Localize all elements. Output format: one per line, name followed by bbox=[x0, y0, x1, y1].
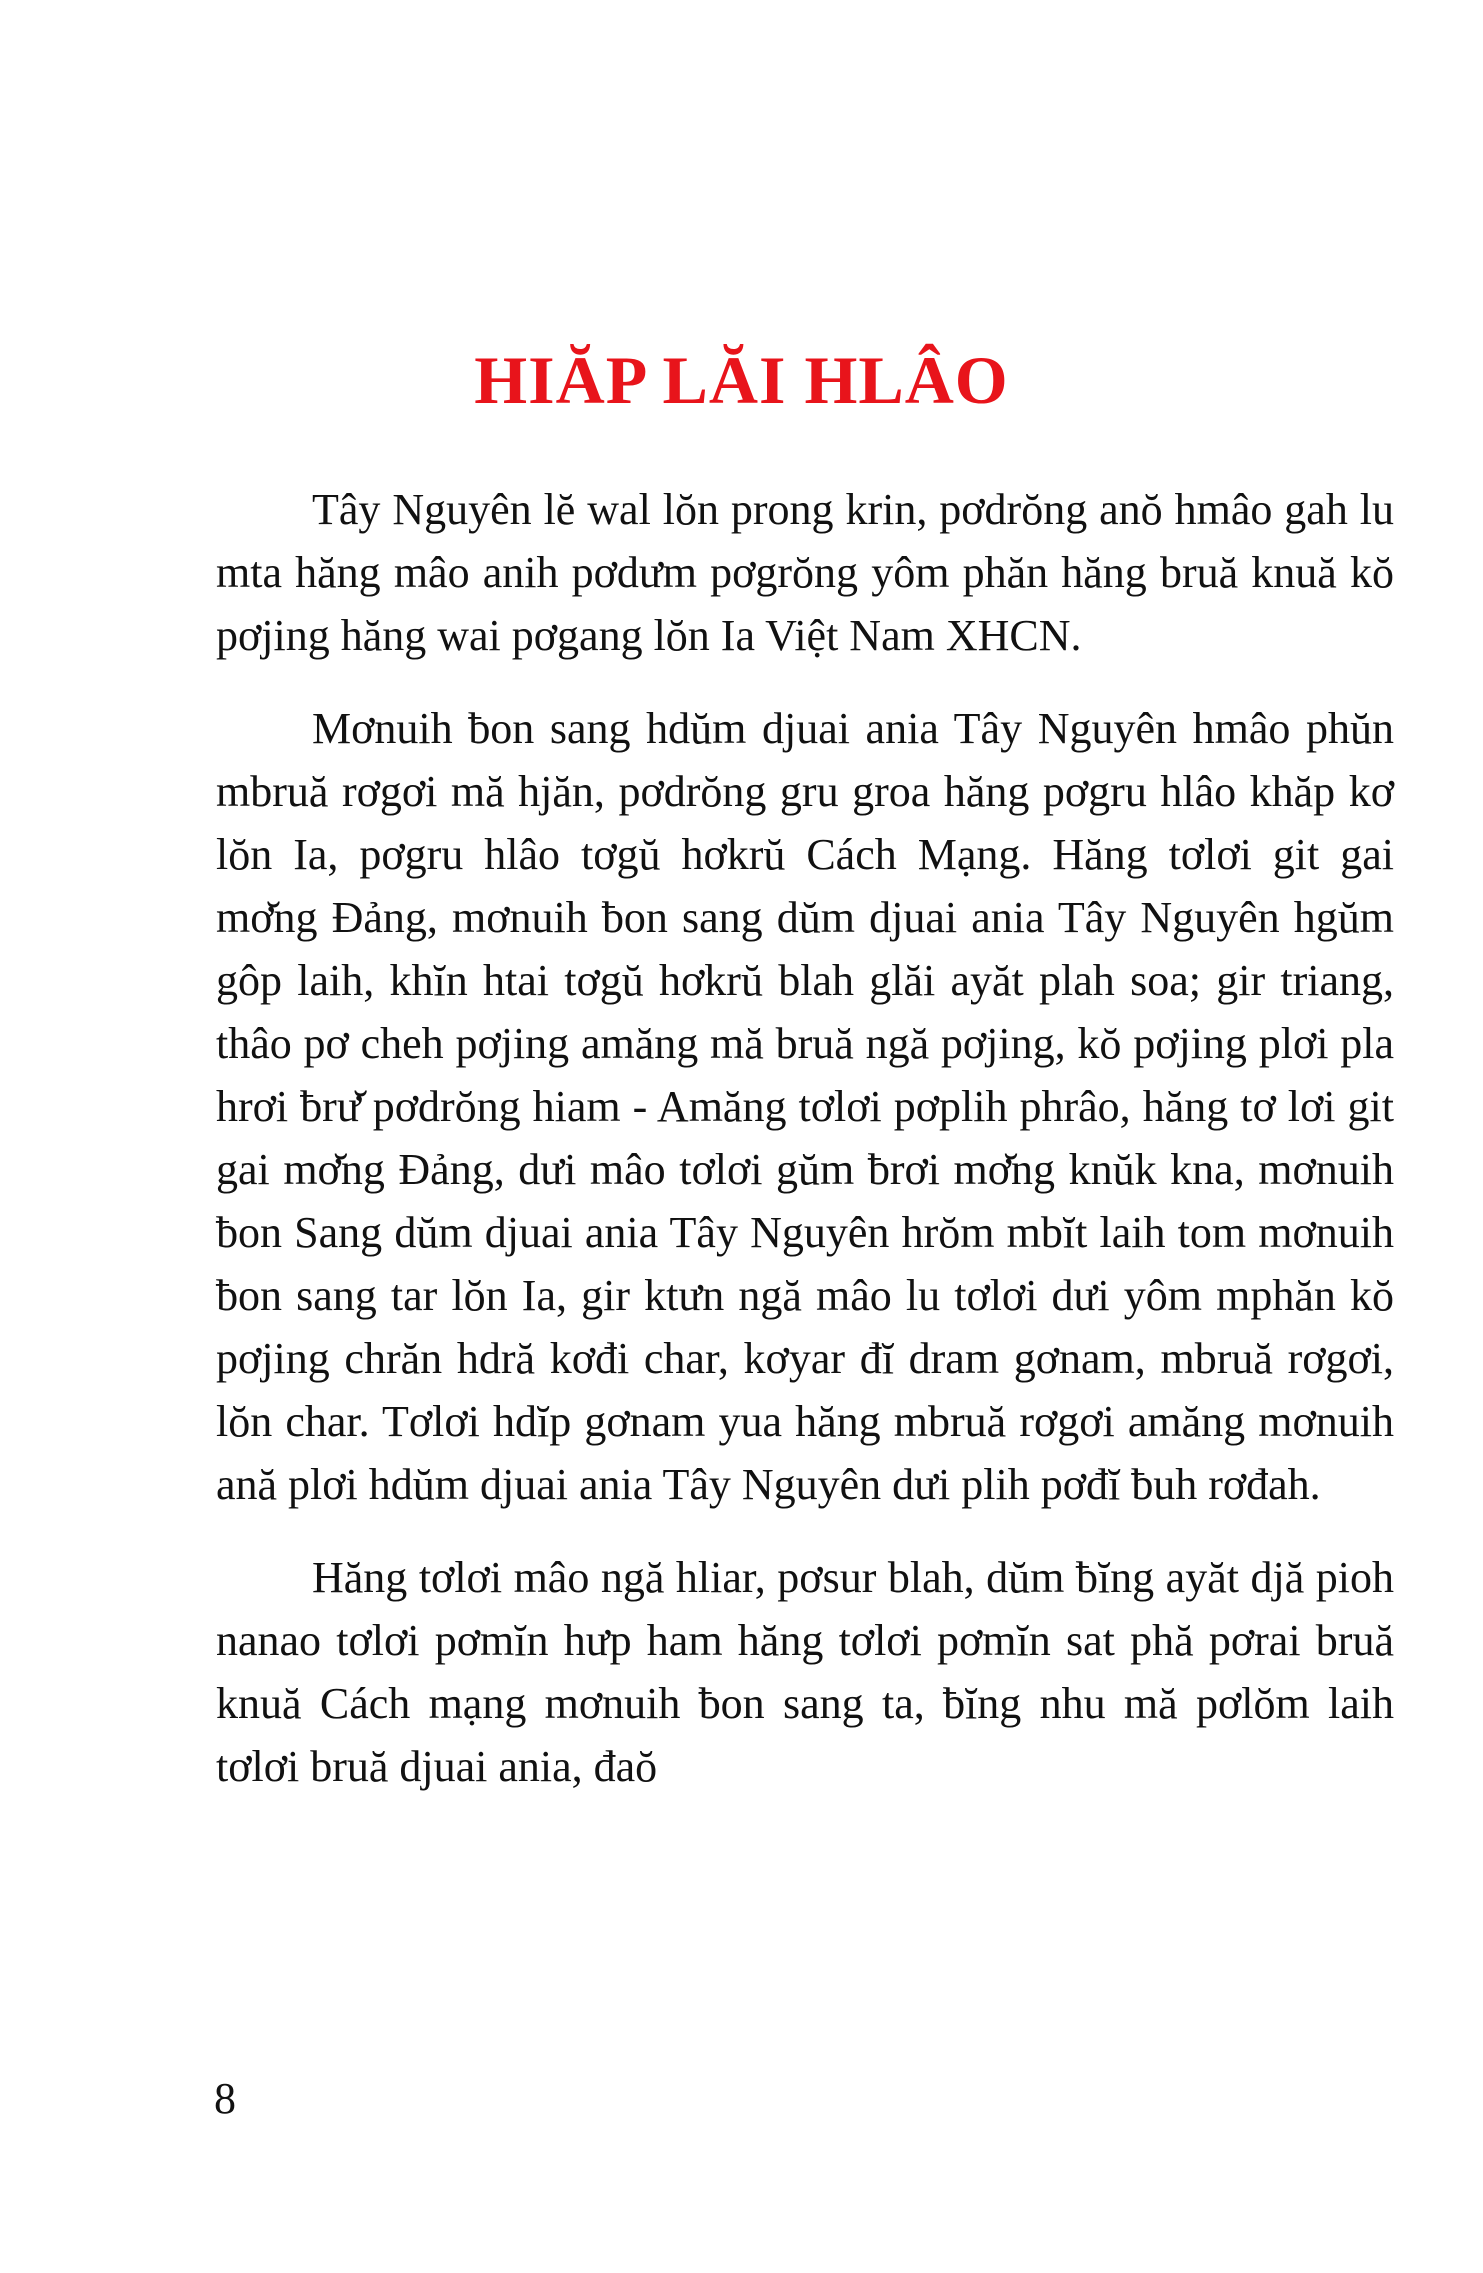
chapter-title: HIĂP LĂI HLÂO bbox=[474, 342, 1009, 418]
paragraph-3: Hăng tơlơi mâo ngă hliar, pơsur blah, dŭm ƀĭng ayăt djă pioh nanao tơlơi pơmĭn hưp ham hăng tơlơi pơmĭn sat phă pơrai bruă knuă Cách mạng mơnuih ƀon sang ta, ƀĭng nhu mă pơlŏm laih tơlơi bruă djuai ania, đaŏ bbox=[216, 1553, 1394, 1791]
page-number: 8 bbox=[214, 2074, 236, 2123]
paragraph-1: Tây Nguyên lĕ wal lŏn prong krin, pơdrŏng anŏ hmâo gah lu mta hăng mâo anih pơdưm pơgrŏng yôm phăn hăng bruă knuă kŏ pơjing hăng wai pơgang lŏn Ia Việt Nam XHCN. bbox=[216, 485, 1394, 660]
paragraph-2: Mơnuih ƀon sang hdŭm djuai ania Tây Nguyên hmâo phŭn mbruă rơgơi mă hjăn, pơdrŏng gru groa hăng pơgru hlâo khăp kơ lŏn Ia, pơgru hlâo tơgŭ hơkrŭ Cách Mạng. Hăng tơlơi git gai mơ̆ng Đảng, mơnuih ƀon sang dŭm djuai ania Tây Nguyên hgŭm gôp laih, khĭn htai tơgŭ hơkrŭ blah glăi ayăt plah soa; gir triang, thâo pơ cheh pơjing amăng mă bruă ngă pơjing, kŏ pơjing plơi pla hrơi ƀrư̆ pơdrŏng hiam - Amăng tơlơi pơplih phrâo, hăng tơ lơi git gai mơ̆ng Đảng, dưi mâo tơlơi gŭm ƀrơi mơ̆ng knŭk kna, mơnuih ƀon Sang dŭm djuai ania Tây Nguyên hrŏm mbĭt laih tom mơnuih ƀon sang tar lŏn Ia, gir ktưn ngă mâo lu tơlơi dưi yôm mphăn kŏ pơjing chrăn hdră kơđi char, kơyar đĭ dram gơnam, mbruă rơgơi, lŏn char. Tơlơi hdĭp gơnam yua hăng mbruă rơgơi amăng mơnuih ană plơi hdŭm djuai ania Tây Nguyên dưi plih pơđĭ ƀuh rơđah. bbox=[216, 704, 1394, 1509]
body-text bbox=[216, 478, 1394, 1828]
